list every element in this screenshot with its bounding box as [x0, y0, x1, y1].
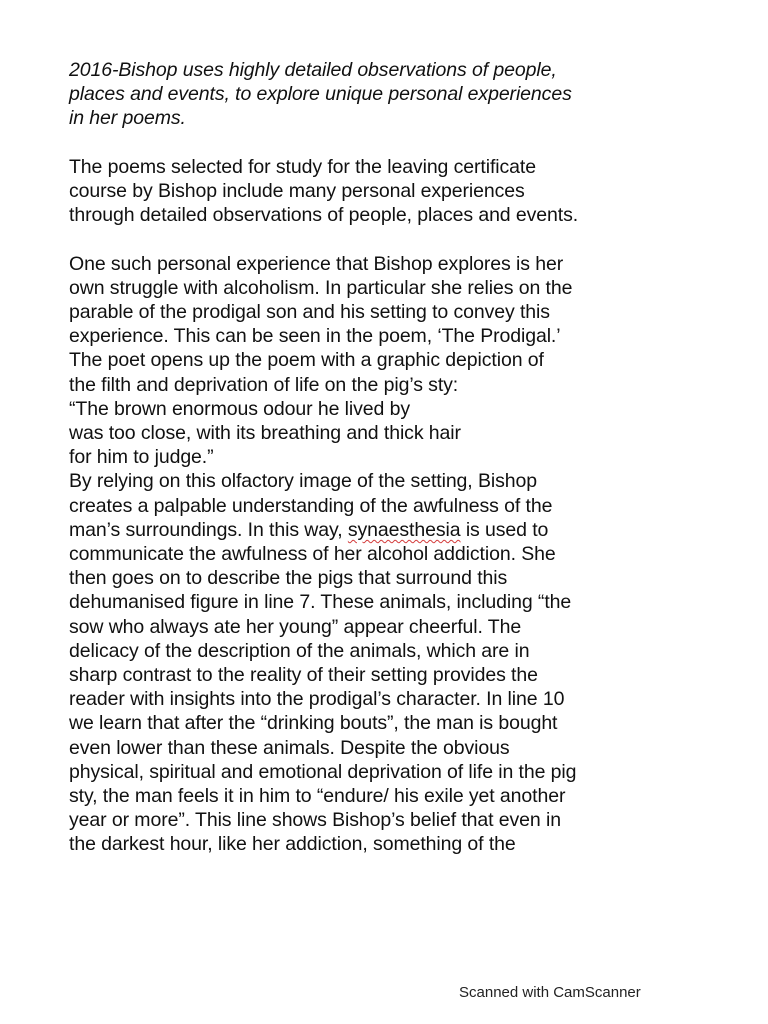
text-line: then goes on to describe the pigs that surround this [69, 567, 508, 590]
text-line: course by Bishop include many personal experiences [69, 180, 525, 202]
text-line: sharp contrast to the reality of their setting provides the [69, 664, 538, 687]
text-line: own struggle with alcoholism. In particular she relies on the [69, 276, 573, 299]
text-line: The poet opens up the poem with a graphic depiction of [69, 349, 544, 372]
paragraph-intro [69, 155, 739, 228]
quote-line: for him to judge.” [69, 446, 214, 469]
text-line: sty, the man feels it in him to “endure/ his exile yet another [69, 785, 566, 808]
quote-line: “The brown enormous odour he lived by [69, 397, 410, 420]
text-line: even lower than these animals. Despite the obvious [69, 736, 510, 759]
text-fragment: man’s surroundings. In this way, [69, 518, 348, 541]
text-line: we learn that after the “drinking bouts”, the man is bought [69, 712, 558, 735]
text-fragment: is used to [460, 518, 549, 541]
text-line: communicate the awfulness of her alcohol addiction. She [69, 543, 556, 566]
text-line: dehumanised figure in line 7. These animals, including “the [69, 591, 572, 614]
text-line: through detailed observations of people, places and events. [69, 204, 579, 227]
heading-line: in her poems. [69, 107, 186, 130]
paragraph-gap [69, 227, 739, 251]
text-line: sow who always ate her young” appear cheerful. The [69, 615, 522, 638]
heading-line: places and events, to explore unique personal experiences [69, 83, 572, 106]
document-page [69, 58, 739, 857]
paragraph-gap [69, 131, 739, 155]
text-line: the darkest hour, like her addiction, something of the [69, 833, 516, 856]
text-line: physical, spiritual and emotional deprivation of life in the pig [69, 760, 577, 783]
text-line-synaesthesia [69, 518, 739, 542]
text-line: experience. This can be seen in the poem, ‘The Prodigal.’ [69, 325, 561, 348]
scanner-watermark: Scanned with CamScanner [459, 984, 641, 1001]
heading-line: 2016-Bishop uses highly detailed observations of people, [69, 59, 557, 81]
text-line: By relying on this olfactory image of the setting, Bishop [69, 470, 537, 493]
text-line: parable of the prodigal son and his setting to convey this [69, 301, 550, 323]
text-line: reader with insights into the prodigal’s character. In line 10 [69, 688, 565, 711]
paragraph-analysis [69, 252, 739, 857]
text-line: the filth and deprivation of life on the pig’s sty: [69, 373, 459, 396]
text-line: creates a palpable understanding of the awfulness of the [69, 494, 553, 517]
spellcheck-underlined-word: synaesthesia [347, 518, 461, 541]
quote-line: was too close, with its breathing and thick hair [69, 422, 461, 445]
text-line: The poems selected for study for the leaving certificate [69, 155, 536, 178]
text-line: year or more”. This line shows Bishop’s belief that even in [69, 809, 561, 832]
text-line: One such personal experience that Bishop explores is her [69, 252, 564, 275]
text-line: delicacy of the description of the animals, which are in [69, 639, 530, 662]
essay-heading [69, 58, 739, 131]
